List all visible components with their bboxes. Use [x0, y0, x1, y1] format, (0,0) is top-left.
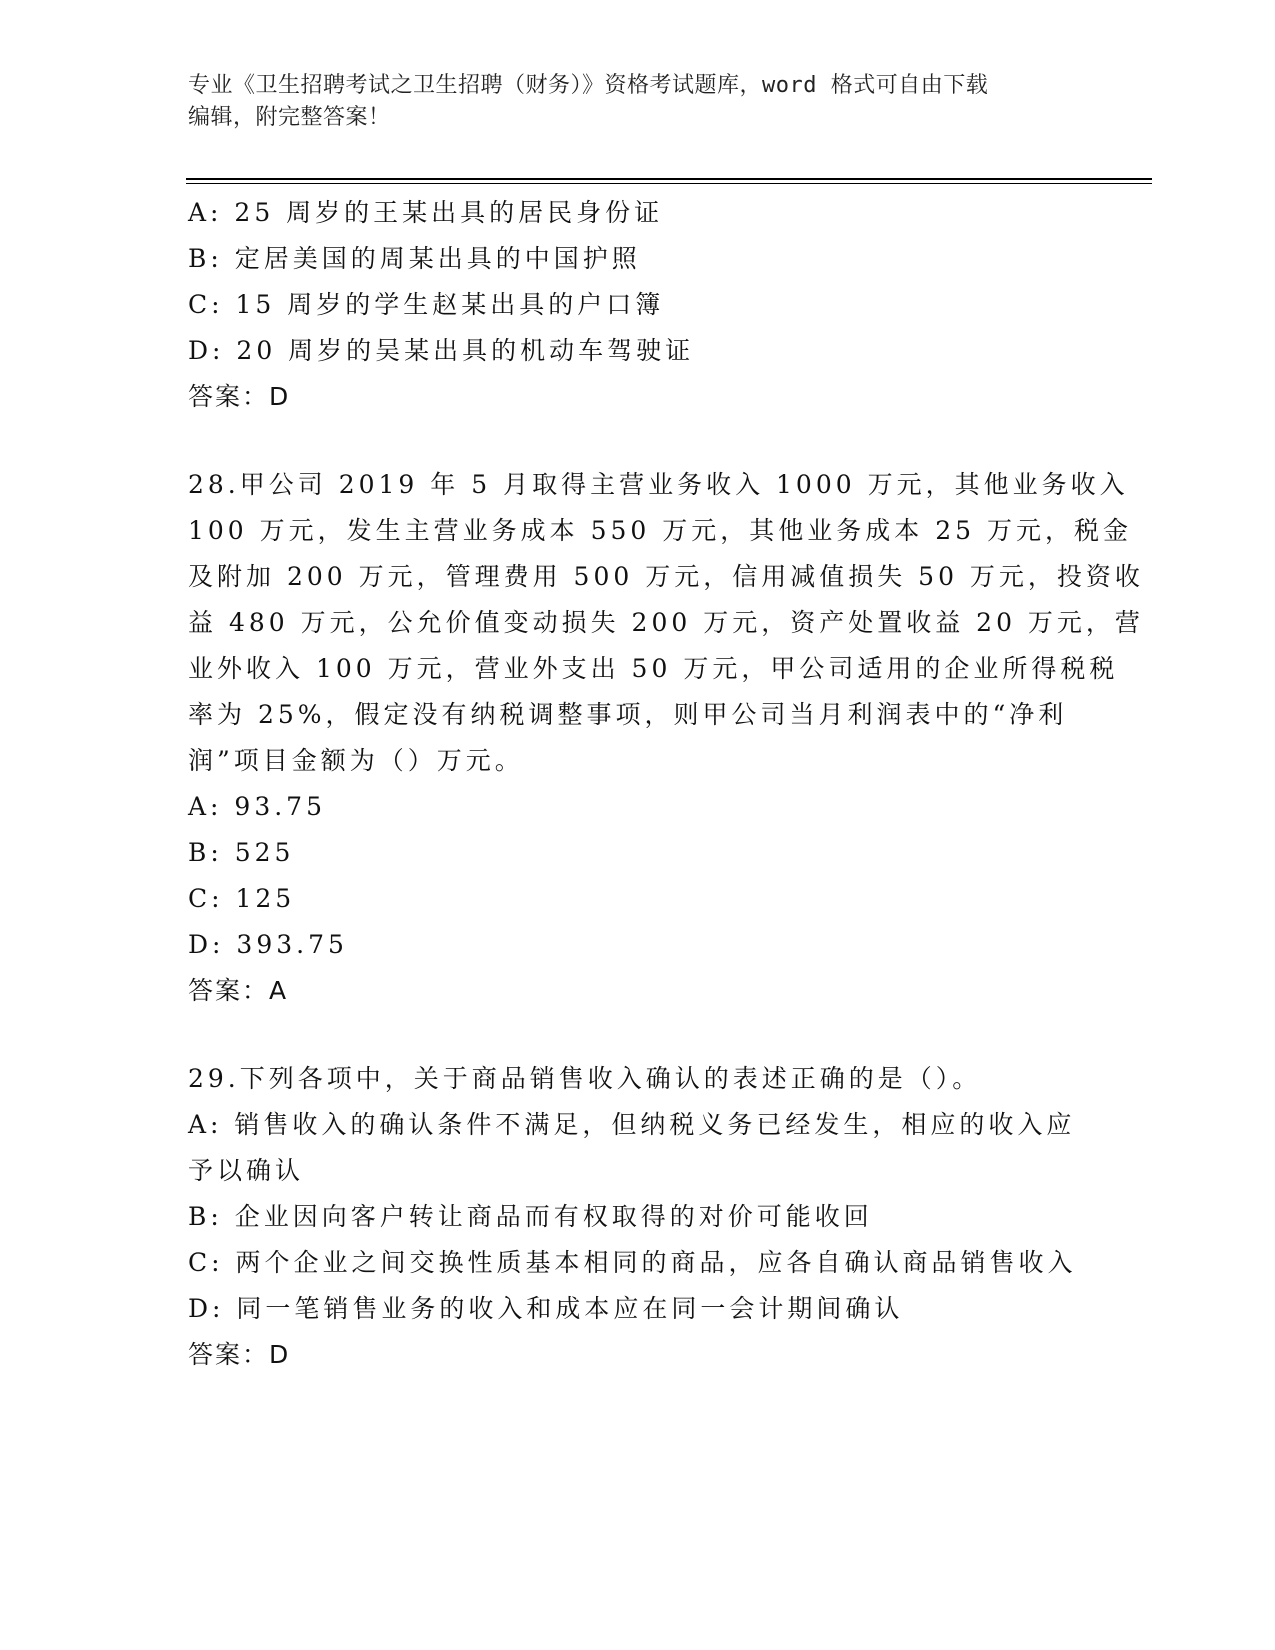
question-29: [188, 1056, 1078, 1378]
document-header: [188, 70, 1068, 134]
q28-option-d: D: 393.75: [188, 930, 348, 959]
q29-answer: 答案：D: [188, 1340, 291, 1369]
q27-answer: 答案：D: [188, 382, 291, 411]
q27-option-b: B: 定居美国的周某出具的中国护照: [188, 244, 641, 273]
q28-option-a: A: 93.75: [188, 792, 326, 821]
header-line-2: 编辑，附完整答案！: [188, 105, 391, 130]
q28-answer: 答案：A: [188, 976, 289, 1005]
q28-stem-line: 益 480 万元，公允价值变动损失 200 万元，资产处置收益 20 万元，营: [188, 608, 1144, 637]
header-line-1: 专业《卫生招聘考试之卫生招聘（财务）》资格考试题库，word 格式可自由下载: [188, 73, 989, 98]
question-28: [188, 462, 1144, 1014]
question-content: [188, 190, 1144, 1378]
q29-option-b: B: 企业因向客户转让商品而有权取得的对价可能收回: [188, 1202, 873, 1231]
q28-option-c: C: 125: [188, 884, 296, 913]
q27-option-a: A: 25 周岁的王某出具的居民身份证: [188, 198, 664, 227]
q28-stem-line: 业外收入 100 万元，营业外支出 50 万元，甲公司适用的企业所得税税: [188, 654, 1119, 683]
spacer: [188, 420, 1078, 462]
header-divider-thick: [186, 178, 1152, 180]
header-divider-thin: [186, 183, 1152, 184]
q28-option-b: B: 525: [188, 838, 295, 867]
q27-option-c: C: 15 周岁的学生赵某出具的户口簿: [188, 290, 665, 319]
question-27: [188, 190, 1078, 420]
q27-option-d: D: 20 周岁的吴某出具的机动车驾驶证: [188, 336, 695, 365]
q29-option-a: A: 销售收入的确认条件不满足，但纳税义务已经发生，相应的收入应: [188, 1110, 1076, 1139]
q28-stem-line: 100 万元，发生主营业务成本 550 万元，其他业务成本 25 万元，税金: [188, 516, 1132, 545]
q29-option-a-continued: 予以确认: [188, 1156, 305, 1185]
spacer: [188, 1014, 1078, 1056]
q29-option-d: D: 同一笔销售业务的收入和成本应在同一会计期间确认: [188, 1294, 904, 1323]
q28-stem-line: 28.甲公司 2019 年 5 月取得主营业务收入 1000 万元，其他业务收入: [188, 470, 1129, 499]
q29-stem: 29.下列各项中，关于商品销售收入确认的表述正确的是（）。: [188, 1064, 982, 1093]
q28-stem-line: 润”项目金额为（）万元。: [188, 746, 524, 775]
q28-stem-line: 率为 25%，假定没有纳税调整事项，则甲公司当月利润表中的“净利: [188, 700, 1068, 729]
q28-stem-line: 及附加 200 万元，管理费用 500 万元，信用减值损失 50 万元，投资收: [188, 562, 1144, 591]
q29-option-c: C: 两个企业之间交换性质基本相同的商品，应各自确认商品销售收入: [188, 1248, 1077, 1277]
